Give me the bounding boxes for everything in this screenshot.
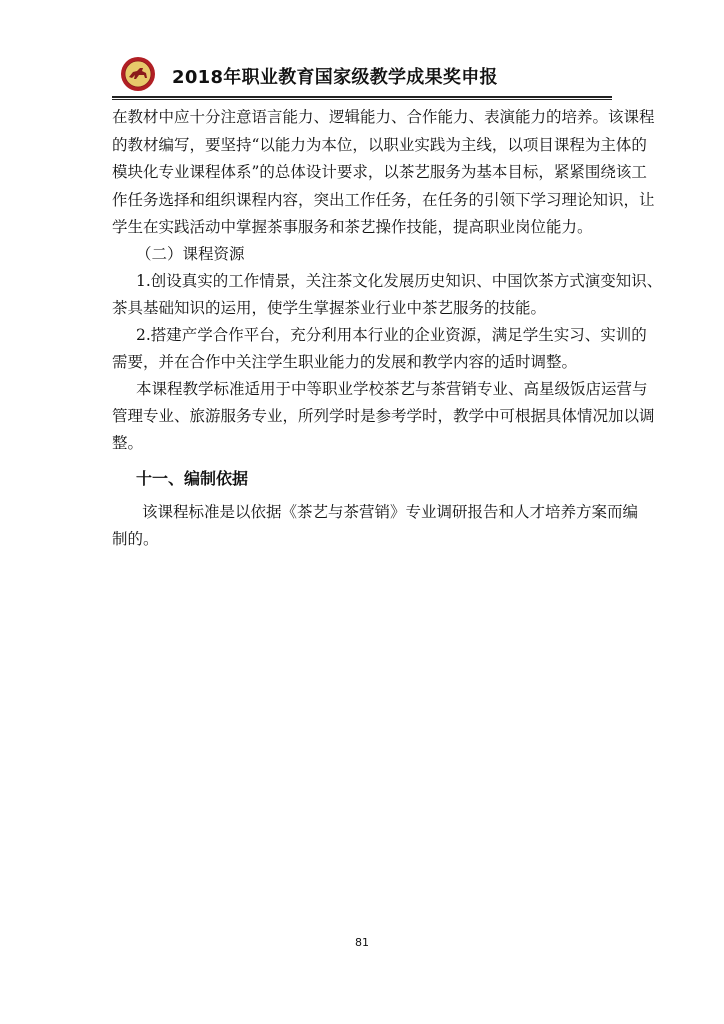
header-title: 2018年职业教育国家级教学成果奖申报 (172, 67, 498, 88)
institution-logo (120, 56, 156, 92)
page-number: 81 (355, 936, 369, 949)
header-rule-thin (112, 99, 612, 100)
text-line: 需要，并在合作中关注学生职业能力的发展和教学内容的适时调整。 (112, 353, 578, 371)
text-line: 该课程标准是以依据《茶艺与茶营销》专业调研报告和人才培养方案而编 (142, 503, 639, 521)
text-line: 制的。 (112, 530, 159, 548)
text-line: 2.搭建产学合作平台，充分利用本行业的企业资源，满足学生实习、实训的 (136, 326, 647, 344)
section-heading: 十一、编制依据 (136, 469, 249, 488)
text-line: 整。 (112, 434, 144, 452)
header-rule (112, 96, 612, 98)
text-line: 管理专业、旅游服务专业，所列学时是参考学时，教学中可根据具体情况加以调 (112, 407, 655, 425)
text-line: 作任务选择和组织课程内容，突出工作任务，在任务的引领下学习理论知识，让 (112, 191, 655, 209)
text-line: 学生在实践活动中掌握茶事服务和茶艺操作技能，提高职业岗位能力。 (112, 218, 593, 236)
text-line: 在教材中应十分注意语言能力、逻辑能力、合作能力、表演能力的培养。该课程 (112, 108, 655, 126)
text-line: 模块化专业课程体系”的总体设计要求，以茶艺服务为基本目标，紧紧围绕该工 (112, 163, 647, 181)
subsection-heading: （二）课程资源 (136, 245, 245, 263)
text-line: 本课程教学标准适用于中等职业学校茶艺与茶营销专业、高星级饭店运营与 (136, 380, 648, 398)
page-header (112, 56, 612, 92)
text-line: 1.创设真实的工作情景，关注茶文化发展历史知识、中国饮茶方式演变知识、 (136, 272, 663, 290)
text-line: 茶具基础知识的运用，使学生掌握茶业行业中茶艺服务的技能。 (112, 299, 547, 317)
text-line: 的教材编写，要坚持“以能力为本位，以职业实践为主线，以项目课程为主体的 (112, 136, 647, 154)
